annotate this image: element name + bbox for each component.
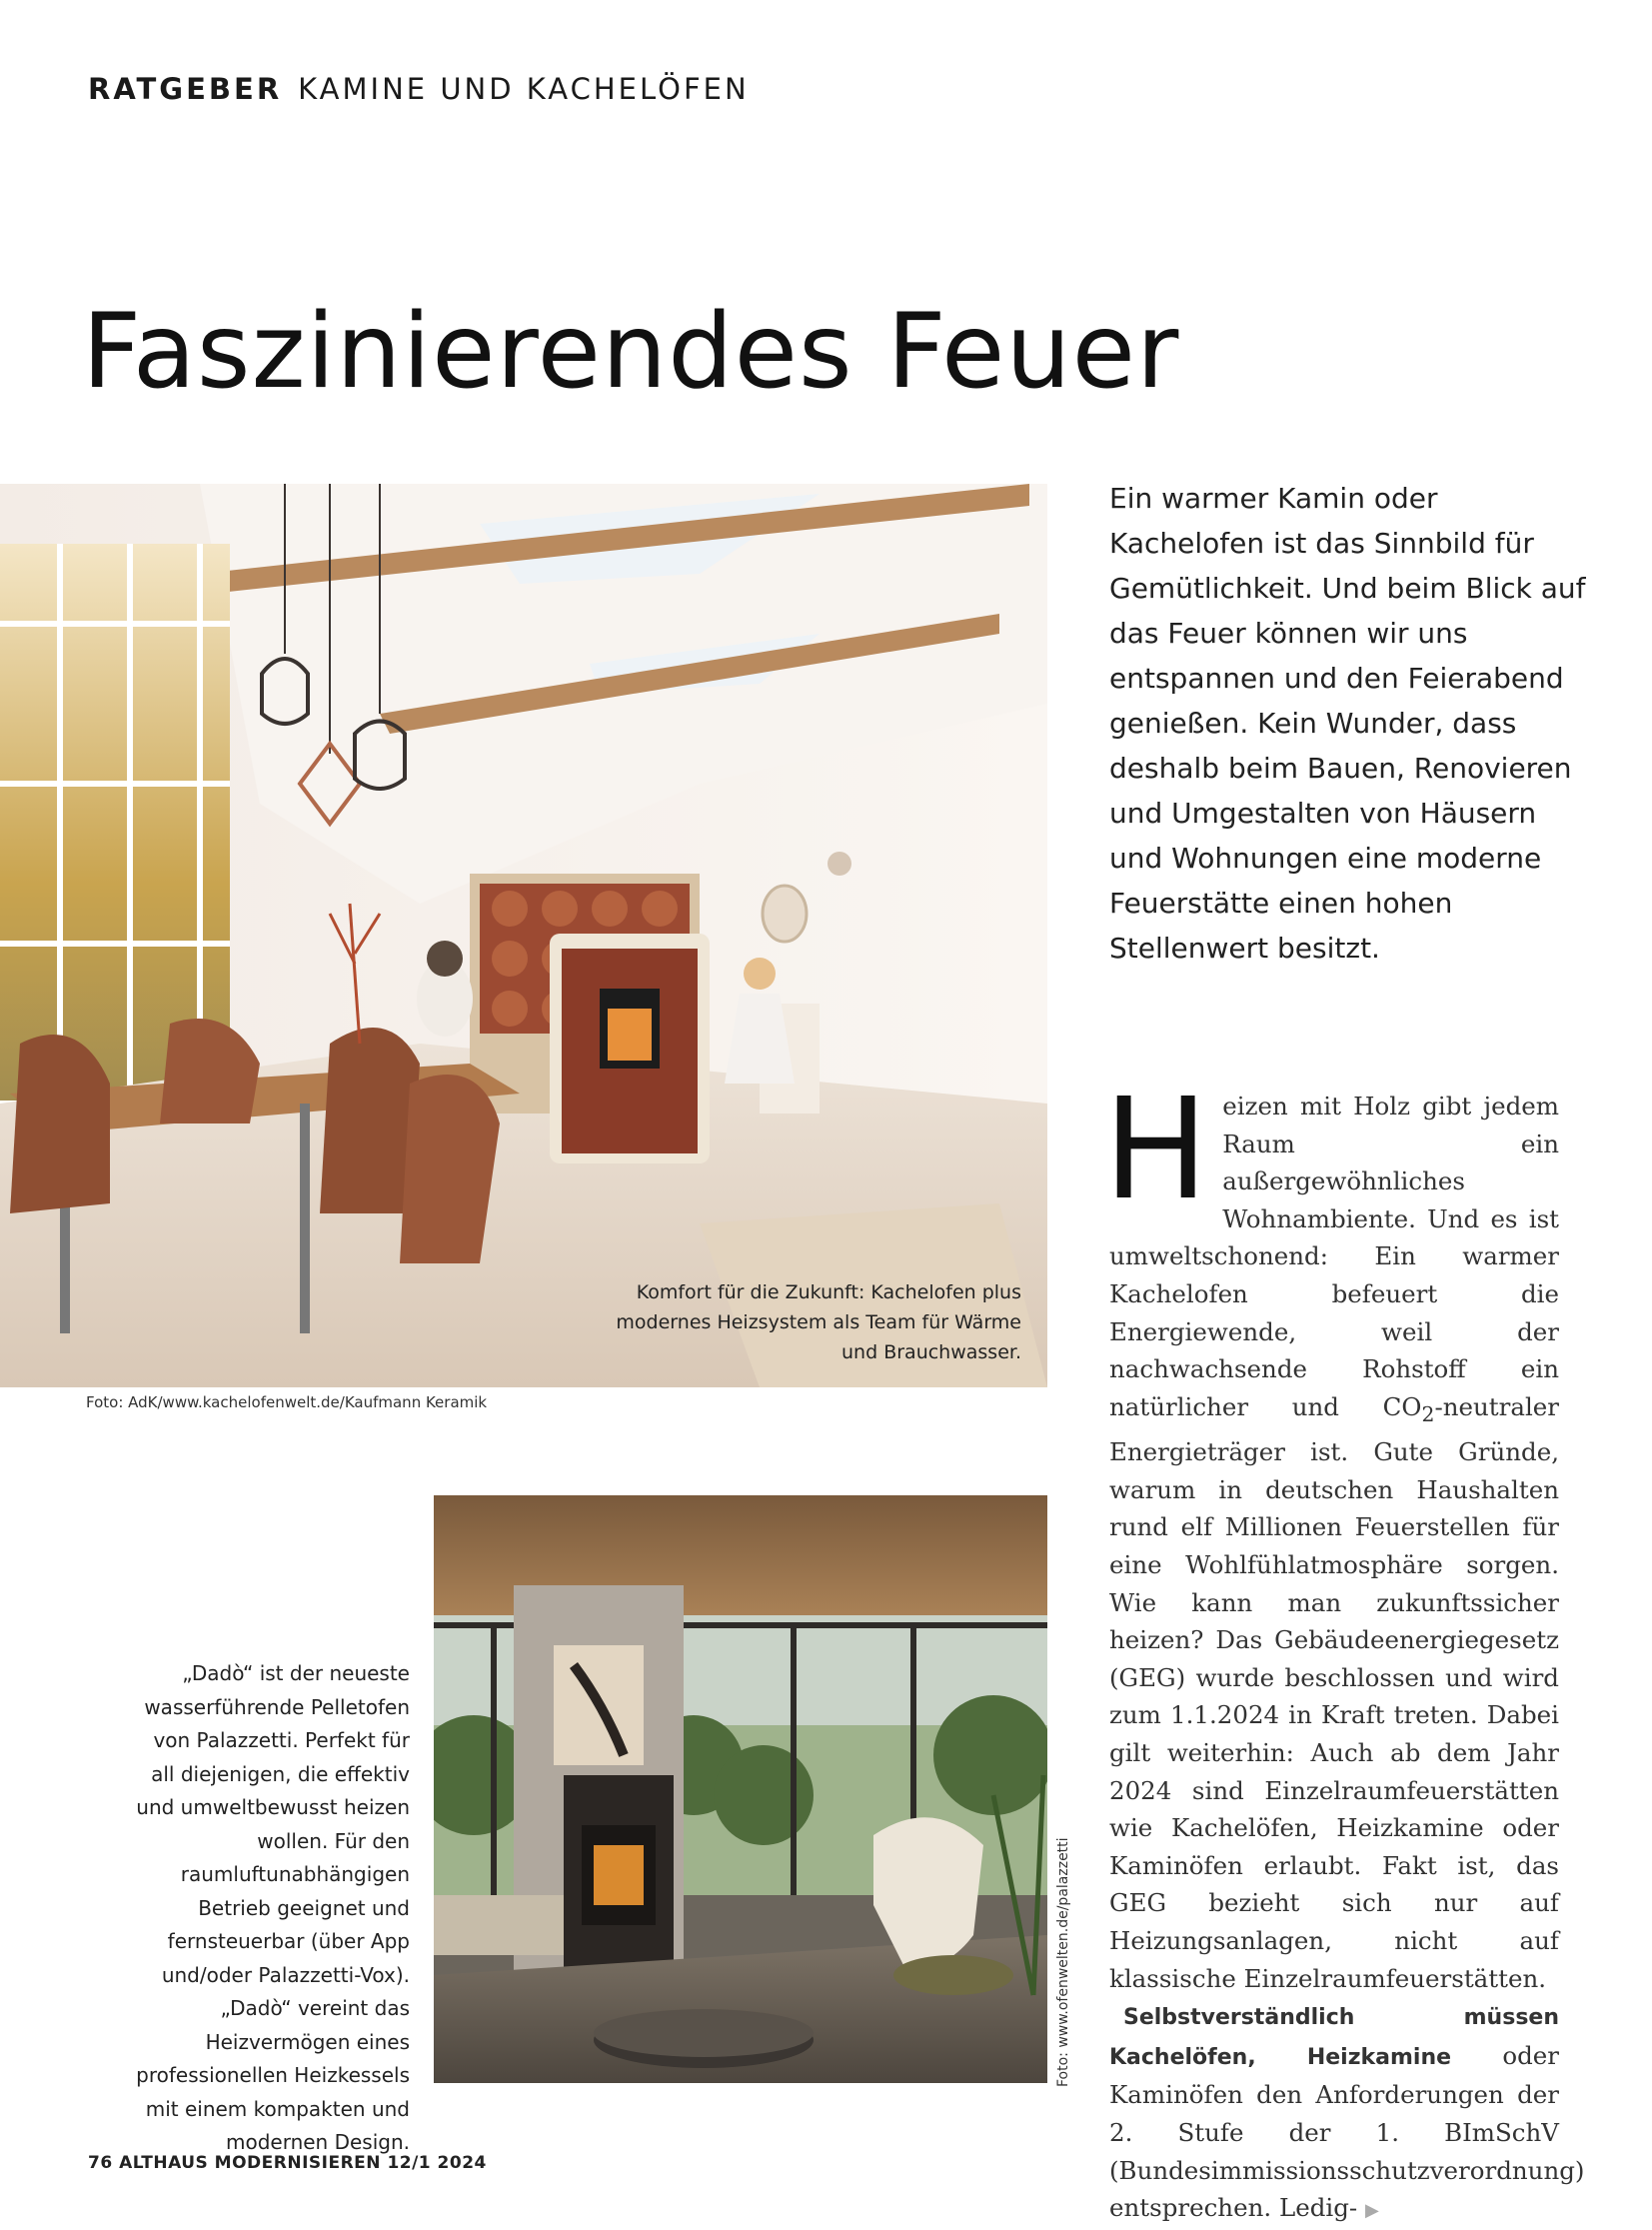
body-text-part-2: -neutraler Energieträger ist. Gute Gründe, warum in deutschen Haushalten rund elf Millionen Feuerstellen für eine Wohlfühlatmosphäre sorgen. Wie kann man zukunftssicher heizen? Das Gebäudeenergiegesetz (GEG) wurde beschlossen und wird zum 1.1.2024 in Kraft treten. Dabei gilt weiterhin: Auch ab dem Jahr 2024 sind Einzelraumfeuerstätten wie Kachelöfen, Heizkamine oder Kaminöfen erlaubt. Fakt ist, das GEG bezieht sich nur auf Heizungsanlagen, nicht auf klassische Einzelraumfeuerstätten.: [1109, 1391, 1559, 1993]
article-body: [1103, 1069, 1585, 2230]
body-lead-in: Selbstverständlich müssen Kachelöfen, Heizkamine: [1109, 2005, 1559, 2070]
page-title: Faszinierendes Feuer: [82, 292, 1180, 412]
photo-tiled-stove-room: [0, 484, 1047, 1387]
body-text-part-3: oder Kaminöfen den Anforderungen der 2. Stufe der 1. BImSchV (Bundesimmissionsschutzverordnung) entsprechen. Ledig-: [1109, 2040, 1585, 2223]
drop-cap: H: [1103, 1069, 1209, 1231]
photo-pellet-stove-room: [434, 1495, 1047, 2083]
body-text-part-1: eizen mit Holz gibt jedem Raum ein außergewöhnliches Wohnambiente. Und es ist umweltschonend: Ein warmer Kachelofen befeuert die Energiewende, weil der nachwachsende Rohstoff ein natürlicher und CO: [1109, 1092, 1559, 1421]
intro-paragraph: Ein warmer Kamin oder Kachelofen ist das Sinnbild für Gemütlichkeit. Und beim Blick auf das Feuer können wir uns entspannen und den Feierabend genießen. Kein Wunder, dass deshalb beim Bauen, Renovieren und Umgestalten von Häusern und Wohnungen eine moderne Feuerstätte einen hohen Stellenwert besitzt.: [1109, 482, 1586, 965]
photo-caption-2: „Dadò“ ist der neueste wasserführende Pelletofen von Palazzetti. Perfekt für all diejenigen, die effektiv und umweltbewusst heizen wollen. Für den raumluftunabhängigen Betrieb geeignet und fernsteuerbar (über App und/oder Palazzetti-Vox). „Dadò“ vereint das Heizvermögen eines professionellen Heizkessels mit einem kompakten und modernen Design.: [136, 1661, 410, 2154]
pellet-stove-room-illustration: [434, 1495, 1047, 2083]
subscript-2: 2: [1421, 1401, 1435, 1426]
photo-credit-2: Foto: www.ofenwelten.de/palazzetti: [1055, 1837, 1071, 2087]
page-footer: 76 ALTHAUS MODERNISIEREN 12/1 2024: [88, 2153, 487, 2173]
section-kicker: [88, 72, 750, 106]
photo-caption-1: Komfort für die Zukunft: Kachelofen plus modernes Heizsystem als Team für Wärme und Brauchwasser.: [616, 1281, 1021, 1363]
section-name: RATGEBER: [88, 72, 283, 106]
continue-arrow-icon: ▶: [1365, 2200, 1379, 2222]
body-paragraph-1: [1103, 1069, 1559, 1997]
tiled-stove-room-illustration: [0, 484, 1047, 1387]
body-paragraph-2: [1109, 1997, 1585, 2230]
photo-credit-1: Foto: AdK/www.kachelofenwelt.de/Kaufmann Keramik: [86, 1393, 488, 1411]
subsection-name: KAMINE UND KACHELÖFEN: [298, 72, 750, 106]
